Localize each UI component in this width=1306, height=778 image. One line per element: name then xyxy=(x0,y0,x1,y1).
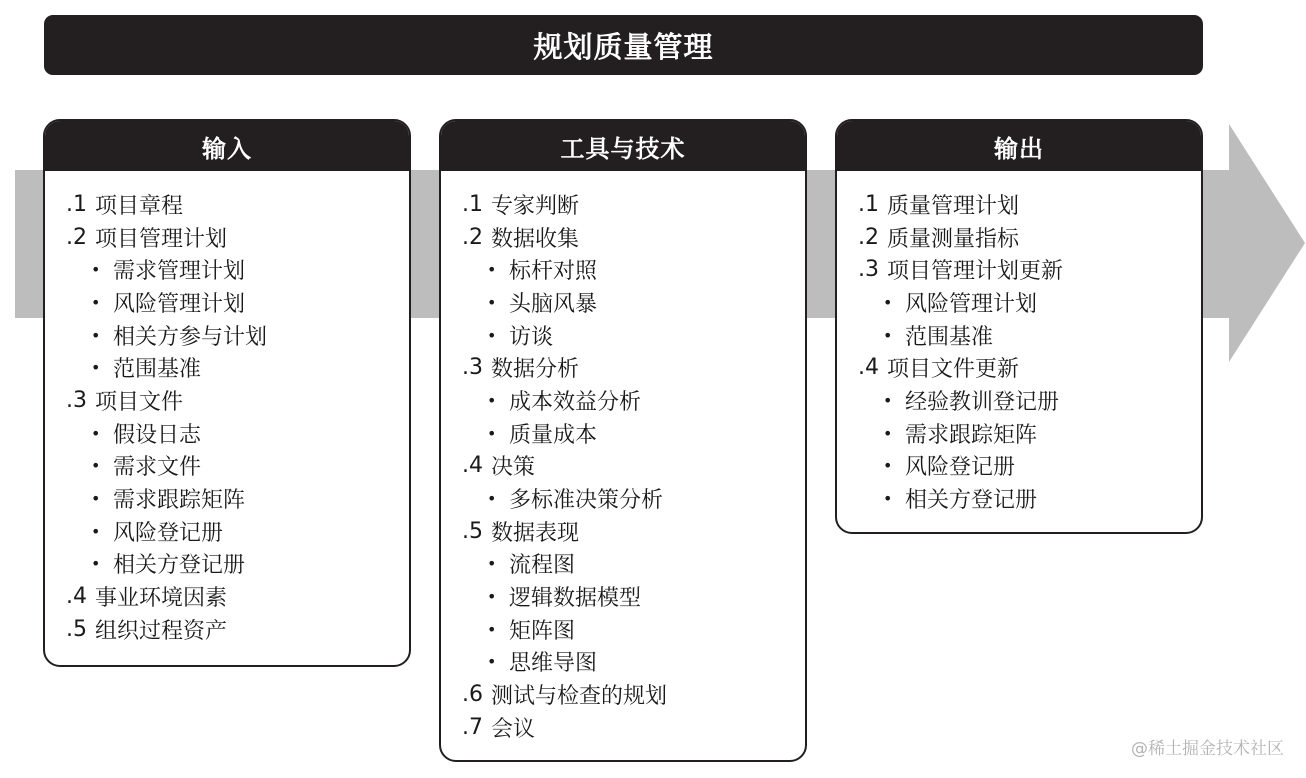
bullet-icon: • xyxy=(487,587,497,607)
list-item xyxy=(837,351,1201,384)
sub-item-label: 多标准决策分析 xyxy=(509,488,664,514)
inputs-header: 输入 xyxy=(45,121,409,171)
sub-item-label: 逻辑数据模型 xyxy=(509,586,642,612)
sub-list-item xyxy=(837,482,1201,515)
list-item xyxy=(441,678,805,711)
sub-list-item xyxy=(441,253,805,286)
item-number: .4 xyxy=(858,355,879,381)
list-item xyxy=(45,613,409,646)
sub-item-label: 假设日志 xyxy=(113,422,202,448)
item-label: 项目章程 xyxy=(95,193,184,219)
sub-item-label: 风险登记册 xyxy=(905,455,1016,481)
item-label: 数据收集 xyxy=(491,226,580,252)
sub-list-item xyxy=(837,384,1201,417)
bullet-icon: • xyxy=(91,292,101,312)
inputs-list xyxy=(45,171,409,646)
sub-list-item xyxy=(45,351,409,384)
bullet-icon: • xyxy=(91,260,101,280)
sub-list-item xyxy=(441,613,805,646)
item-label: 数据分析 xyxy=(491,357,580,383)
page-title: 规划质量管理 xyxy=(44,15,1203,75)
sub-item-label: 风险登记册 xyxy=(113,520,224,546)
list-item xyxy=(45,580,409,613)
bullet-icon: • xyxy=(883,390,893,410)
sub-list-item xyxy=(441,580,805,613)
bullet-icon: • xyxy=(91,325,101,345)
tools-techniques-list xyxy=(441,171,805,744)
list-item xyxy=(45,221,409,254)
sub-list-item xyxy=(45,482,409,515)
list-item xyxy=(441,351,805,384)
bullet-icon: • xyxy=(91,423,101,443)
sub-list-item xyxy=(45,450,409,483)
bullet-icon: • xyxy=(91,489,101,509)
sub-list-item xyxy=(441,646,805,679)
sub-item-label: 头脑风暴 xyxy=(509,291,598,317)
bullet-icon: • xyxy=(487,554,497,574)
bullet-icon: • xyxy=(883,489,893,509)
bullet-icon: • xyxy=(487,619,497,639)
item-number: .6 xyxy=(462,682,483,708)
sub-item-label: 访谈 xyxy=(509,324,554,350)
sub-item-label: 需求文件 xyxy=(113,455,202,481)
sub-item-label: 标杆对照 xyxy=(509,259,598,285)
tools-techniques-header: 工具与技术 xyxy=(441,121,805,171)
bullet-icon: • xyxy=(91,456,101,476)
item-label: 测试与检查的规划 xyxy=(491,684,668,710)
item-number: .3 xyxy=(858,257,879,283)
bullet-icon: • xyxy=(487,489,497,509)
sub-item-label: 范围基准 xyxy=(113,357,202,383)
bullet-icon: • xyxy=(883,325,893,345)
sub-item-label: 矩阵图 xyxy=(509,618,576,644)
item-number: .1 xyxy=(66,191,87,217)
item-label: 质量测量指标 xyxy=(887,226,1020,252)
sub-list-item xyxy=(441,482,805,515)
sub-list-item xyxy=(441,548,805,581)
item-number: .4 xyxy=(462,453,483,479)
bullet-icon: • xyxy=(487,390,497,410)
bullet-icon: • xyxy=(487,292,497,312)
bullet-icon: • xyxy=(91,521,101,541)
bullet-icon: • xyxy=(883,456,893,476)
list-item xyxy=(441,711,805,744)
sub-item-label: 成本效益分析 xyxy=(509,389,642,415)
item-number: .5 xyxy=(66,616,87,642)
item-label: 专家判断 xyxy=(491,193,580,219)
outputs-box xyxy=(835,119,1203,534)
bullet-icon: • xyxy=(883,423,893,443)
list-item xyxy=(441,188,805,221)
item-number: .7 xyxy=(462,714,483,740)
bullet-icon: • xyxy=(883,292,893,312)
sub-item-label: 需求跟踪矩阵 xyxy=(113,488,246,514)
sub-item-label: 思维导图 xyxy=(509,651,598,677)
sub-item-label: 经验教训登记册 xyxy=(905,389,1060,415)
sub-list-item xyxy=(45,548,409,581)
sub-list-item xyxy=(441,417,805,450)
outputs-list xyxy=(837,171,1201,515)
bullet-icon: • xyxy=(91,358,101,378)
sub-list-item xyxy=(837,450,1201,483)
item-number: .5 xyxy=(462,518,483,544)
list-item xyxy=(45,188,409,221)
bullet-icon: • xyxy=(487,652,497,672)
sub-item-label: 需求跟踪矩阵 xyxy=(905,422,1038,448)
sub-item-label: 范围基准 xyxy=(905,324,994,350)
bullet-icon: • xyxy=(91,554,101,574)
outputs-header: 输出 xyxy=(837,121,1201,171)
sub-item-label: 质量成本 xyxy=(509,422,598,448)
item-number: .4 xyxy=(66,584,87,610)
sub-list-item xyxy=(441,286,805,319)
item-label: 事业环境因素 xyxy=(95,586,228,612)
tools-techniques-box xyxy=(439,119,807,762)
inputs-box xyxy=(43,119,411,667)
sub-list-item xyxy=(45,515,409,548)
item-number: .3 xyxy=(66,387,87,413)
sub-list-item xyxy=(441,384,805,417)
sub-item-label: 相关方登记册 xyxy=(113,553,246,579)
sub-list-item xyxy=(441,319,805,352)
item-label: 决策 xyxy=(491,455,536,481)
item-label: 项目管理计划更新 xyxy=(887,259,1064,285)
item-number: .2 xyxy=(858,224,879,250)
item-label: 质量管理计划 xyxy=(887,193,1020,219)
sub-list-item xyxy=(837,286,1201,319)
bullet-icon: • xyxy=(487,423,497,443)
sub-item-label: 风险管理计划 xyxy=(113,291,246,317)
sub-list-item xyxy=(837,417,1201,450)
sub-item-label: 需求管理计划 xyxy=(113,259,246,285)
sub-list-item xyxy=(45,417,409,450)
list-item xyxy=(837,188,1201,221)
sub-item-label: 相关方登记册 xyxy=(905,488,1038,514)
sub-list-item xyxy=(45,319,409,352)
item-label: 数据表现 xyxy=(491,520,580,546)
watermark: @稀土掘金技术社区 xyxy=(1131,739,1284,759)
item-number: .1 xyxy=(462,191,483,217)
list-item xyxy=(837,253,1201,286)
item-number: .2 xyxy=(66,224,87,250)
list-item xyxy=(441,221,805,254)
bullet-icon: • xyxy=(487,260,497,280)
item-number: .3 xyxy=(462,355,483,381)
list-item xyxy=(837,221,1201,254)
item-label: 项目文件 xyxy=(95,389,184,415)
bullet-icon: • xyxy=(487,325,497,345)
sub-list-item xyxy=(45,253,409,286)
item-number: .1 xyxy=(858,191,879,217)
sub-list-item xyxy=(837,319,1201,352)
list-item xyxy=(441,515,805,548)
sub-item-label: 风险管理计划 xyxy=(905,291,1038,317)
item-label: 会议 xyxy=(491,716,536,742)
item-label: 项目管理计划 xyxy=(95,226,228,252)
item-label: 项目文件更新 xyxy=(887,357,1020,383)
item-number: .2 xyxy=(462,224,483,250)
sub-item-label: 相关方参与计划 xyxy=(113,324,268,350)
sub-list-item xyxy=(45,286,409,319)
item-label: 组织过程资产 xyxy=(95,618,228,644)
list-item xyxy=(441,450,805,483)
list-item xyxy=(45,384,409,417)
sub-item-label: 流程图 xyxy=(509,553,576,579)
